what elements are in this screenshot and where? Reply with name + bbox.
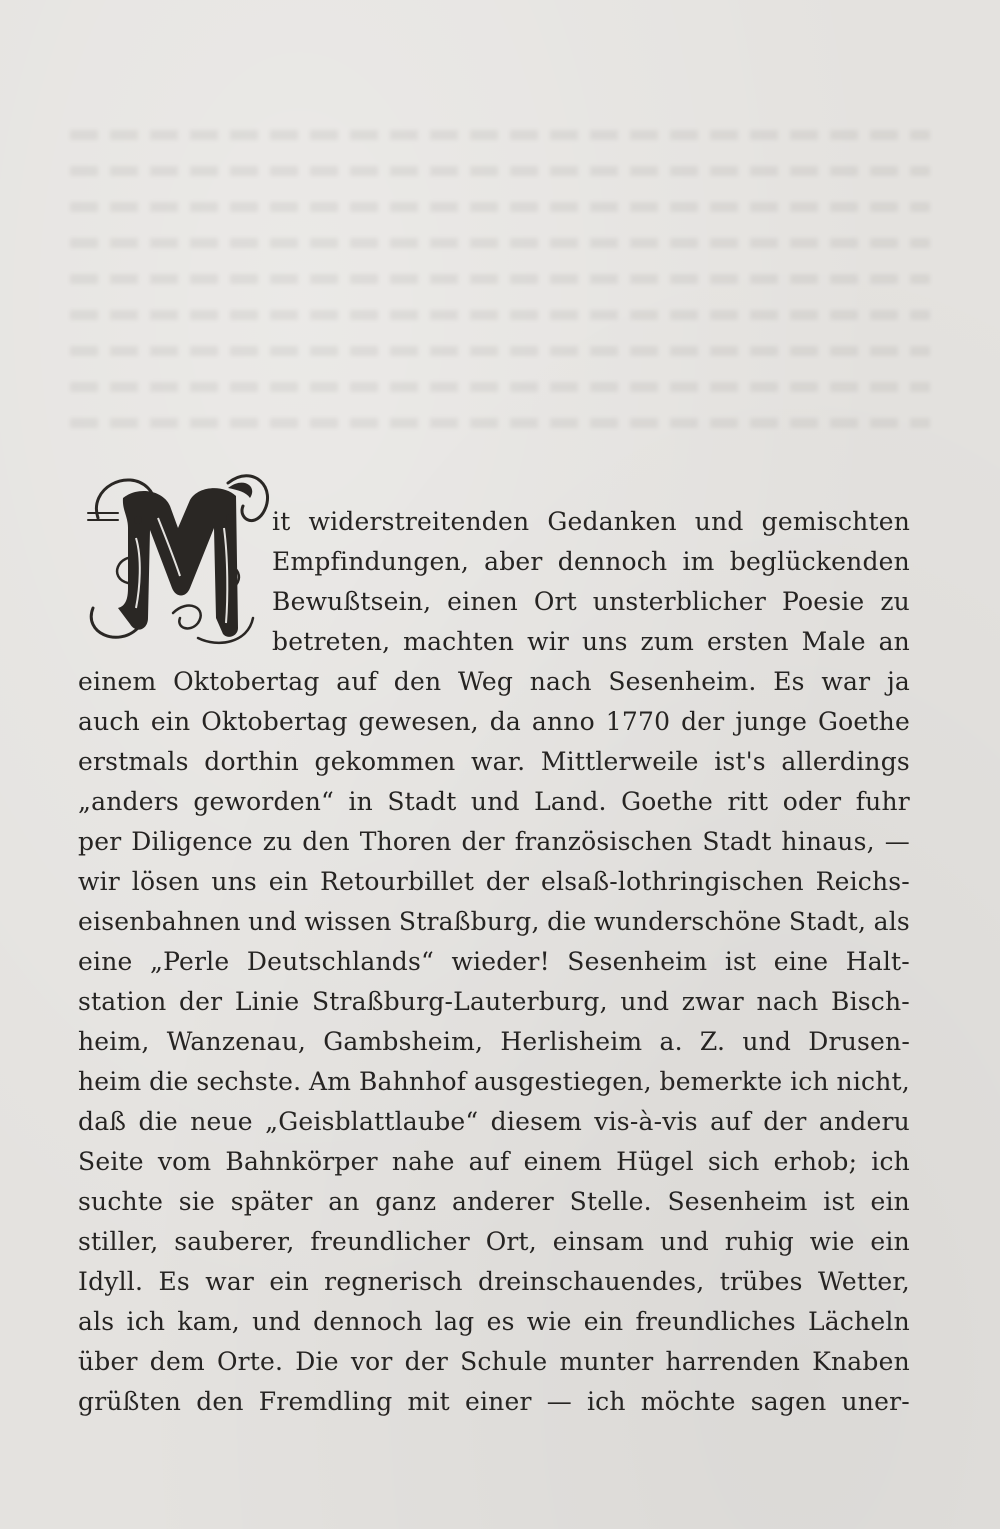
word: Bahnhof: [358, 1067, 467, 1096]
text-line: [272, 502, 910, 542]
word: der: [178, 987, 223, 1016]
word: stiller,: [78, 1227, 159, 1256]
word: allerdings: [781, 747, 910, 776]
word: dorthin: [204, 747, 299, 776]
word: betreten,: [272, 627, 391, 656]
word: die: [138, 1107, 178, 1136]
word: ich: [871, 1147, 910, 1176]
word: Drusen-: [808, 1027, 910, 1056]
word: ritt: [727, 787, 769, 816]
word: der: [763, 1107, 807, 1136]
word: Wetter,: [818, 1267, 910, 1296]
word: und: [694, 507, 744, 536]
word: sechste.: [196, 1067, 302, 1096]
word: Stadt,: [788, 907, 867, 936]
word: ich: [126, 1307, 166, 1336]
word: geworden“: [193, 787, 335, 816]
text-line: [78, 1022, 910, 1062]
text-line: [78, 1222, 910, 1262]
word: gewesen,: [358, 707, 479, 736]
word: anderer: [452, 1187, 554, 1216]
word: der: [485, 867, 530, 896]
word: Lächeln: [807, 1307, 910, 1336]
word: uner-: [841, 1387, 910, 1416]
word: Thoren: [359, 827, 452, 856]
word: mit: [407, 1387, 450, 1416]
text-line: [78, 1342, 910, 1382]
word: wunderschöne: [593, 907, 782, 936]
word: oder: [782, 787, 842, 816]
word: Fremdling: [258, 1387, 393, 1416]
word: im: [682, 547, 715, 576]
word: vor: [350, 1347, 393, 1376]
word: Bahnkörper: [225, 1147, 378, 1176]
text-line: [78, 782, 910, 822]
word: sie: [178, 1187, 216, 1216]
word: ausgestiegen,: [473, 1067, 652, 1096]
word: Sesenheim: [667, 1187, 808, 1216]
word: es: [486, 1307, 515, 1336]
word: Ort,: [485, 1227, 537, 1256]
word: erstmals: [78, 747, 189, 776]
word: wir: [78, 867, 120, 896]
word: und: [660, 1227, 709, 1256]
word: in: [348, 787, 373, 816]
word: ein: [583, 1307, 624, 1336]
word: eisenbahnen: [78, 907, 241, 936]
text-line: [78, 1262, 910, 1302]
word: wissen: [304, 907, 392, 936]
word: aber: [484, 547, 543, 576]
word: die: [547, 907, 587, 936]
word: dennoch: [557, 547, 668, 576]
word: als: [873, 907, 910, 936]
word: nahe: [391, 1147, 455, 1176]
word: französischen: [514, 827, 693, 856]
word: auf: [336, 667, 378, 696]
word: —: [884, 827, 910, 856]
word: Orte.: [216, 1347, 284, 1376]
word: nicht,: [836, 1067, 910, 1096]
text-line: [78, 702, 910, 742]
word: Z.: [699, 1027, 726, 1056]
word: ich: [790, 1067, 829, 1096]
word: daß: [78, 1107, 127, 1136]
word: gemischten: [761, 507, 910, 536]
word: zu: [262, 827, 293, 856]
word: wie: [526, 1307, 572, 1336]
word: junge: [735, 707, 808, 736]
word: eine: [78, 947, 133, 976]
word: ist: [823, 1187, 855, 1216]
word: und: [252, 1307, 301, 1336]
text-line: [272, 582, 910, 622]
word: trübes: [719, 1267, 803, 1296]
body-text: [78, 502, 910, 1422]
word: Es: [773, 667, 805, 696]
word: Oktobertag: [173, 667, 320, 696]
word: it: [272, 507, 291, 536]
text-line: [78, 1062, 910, 1102]
word: Stelle.: [569, 1187, 652, 1216]
word: möchte: [640, 1387, 736, 1416]
word: heim,: [78, 1027, 150, 1056]
word: Die: [295, 1347, 339, 1376]
word: diesem: [490, 1107, 582, 1136]
word: lag: [434, 1307, 475, 1336]
word: munter: [559, 1347, 654, 1376]
text-line: [78, 1382, 910, 1422]
word: Ort: [533, 587, 577, 616]
word: Schule: [460, 1347, 548, 1376]
word: einen: [447, 587, 518, 616]
word: uns: [581, 627, 628, 656]
word: sauberer,: [174, 1227, 295, 1256]
word: Goethe: [621, 787, 714, 816]
word: später: [230, 1187, 313, 1216]
word: uns: [211, 867, 257, 896]
word: der: [404, 1347, 448, 1376]
word: Knaben: [812, 1347, 910, 1376]
word: ein: [870, 1187, 910, 1216]
word: einsam: [552, 1227, 645, 1256]
word: Mittlerweile: [540, 747, 699, 776]
text-line: [272, 622, 910, 662]
word: ein: [268, 867, 309, 896]
text-line: [78, 1102, 910, 1142]
word: an: [878, 627, 910, 656]
word: beglückenden: [729, 547, 910, 576]
text-line: [78, 902, 910, 942]
word: einem: [523, 1147, 602, 1176]
word: der: [681, 707, 725, 736]
word: Weg: [457, 667, 514, 696]
word: Gambsheim,: [323, 1027, 484, 1056]
word: Straßburg-Lauterburg,: [311, 987, 608, 1016]
word: ich: [586, 1387, 626, 1416]
word: Es: [158, 1267, 190, 1296]
word: sagen: [750, 1387, 827, 1416]
word: ein: [269, 1267, 309, 1296]
word: lösen: [131, 867, 200, 896]
text-line: [78, 662, 910, 702]
word: ist: [724, 947, 757, 976]
word: anno: [531, 707, 595, 736]
word: neue: [190, 1107, 253, 1136]
word: zu: [880, 587, 910, 616]
word: dennoch: [313, 1307, 423, 1336]
word: wie: [809, 1227, 855, 1256]
word: Goethe: [818, 707, 910, 736]
word: und: [620, 987, 670, 1016]
text-line: [78, 1182, 910, 1222]
word: „Perle: [149, 947, 230, 976]
word: per: [78, 827, 122, 856]
word: freundlicher: [310, 1227, 470, 1256]
word: kam,: [177, 1307, 240, 1336]
word: nach: [756, 987, 819, 1016]
word: Wanzenau,: [166, 1027, 307, 1056]
word: ja: [886, 667, 910, 696]
word: unsterblicher: [592, 587, 767, 616]
word: sich: [707, 1147, 760, 1176]
text-line: [78, 742, 910, 782]
word: heim: [78, 1067, 142, 1096]
word: Bewußtsein,: [272, 587, 432, 616]
word: auf: [468, 1147, 510, 1176]
word: auf: [710, 1107, 751, 1136]
word: dem: [149, 1347, 205, 1376]
word: vom: [157, 1147, 212, 1176]
word: regnerisch: [324, 1267, 463, 1296]
word: Male: [801, 627, 866, 656]
word: fuhr: [855, 787, 910, 816]
word: als: [78, 1307, 115, 1336]
word: freundliches: [635, 1307, 796, 1336]
word: ersten: [706, 627, 789, 656]
word: suchte: [78, 1187, 164, 1216]
word: Am: [309, 1067, 352, 1096]
word: „Geisblattlaube“: [265, 1107, 479, 1136]
word: Halt-: [845, 947, 910, 976]
word: Reichs-: [815, 867, 910, 896]
word: wir: [527, 627, 570, 656]
word: „anders: [78, 787, 179, 816]
word: ein: [870, 1227, 910, 1256]
word: und: [470, 787, 520, 816]
word: Straßburg,: [398, 907, 540, 936]
text-line: [78, 822, 910, 862]
word: Hügel: [616, 1147, 694, 1176]
text-line: [78, 942, 910, 982]
word: ein: [150, 707, 191, 736]
word: einem: [78, 667, 157, 696]
word: vis-à-vis: [594, 1107, 698, 1136]
word: auch: [78, 707, 140, 736]
word: und: [248, 907, 297, 936]
word: Deutschlands“: [246, 947, 434, 976]
word: und: [742, 1027, 792, 1056]
word: Linie: [234, 987, 300, 1016]
word: ist's: [714, 747, 766, 776]
word: Retourbillet: [320, 867, 475, 896]
word: Diligence: [131, 827, 253, 856]
word: anderu: [818, 1107, 910, 1136]
word: hinaus,: [781, 827, 875, 856]
word: 1770: [605, 707, 671, 736]
word: an: [328, 1187, 360, 1216]
word: den: [196, 1387, 244, 1416]
word: den: [302, 827, 350, 856]
word: Sesenheim: [567, 947, 708, 976]
word: zwar: [681, 987, 744, 1016]
word: zum: [640, 627, 695, 656]
word: dreinschauendes,: [478, 1267, 705, 1296]
word: war.: [470, 747, 526, 776]
word: da: [489, 707, 522, 736]
word: Seite: [78, 1147, 144, 1176]
text-line: [78, 1302, 910, 1342]
word: Empfindungen,: [272, 547, 469, 576]
word: einer: [464, 1387, 532, 1416]
word: war: [205, 1267, 255, 1296]
word: Poesie: [781, 587, 865, 616]
word: a.: [659, 1027, 683, 1056]
word: den: [393, 667, 442, 696]
word: ganz: [375, 1187, 437, 1216]
word: Bisch-: [831, 987, 910, 1016]
text-line: [78, 982, 910, 1022]
word: nach: [529, 667, 592, 696]
word: Sesenheim.: [608, 667, 757, 696]
word: gekommen: [314, 747, 456, 776]
word: erhob;: [773, 1147, 858, 1176]
word: station: [78, 987, 167, 1016]
word: bemerkte: [659, 1067, 783, 1096]
word: grüßten: [78, 1387, 182, 1416]
word: Oktobertag: [201, 707, 348, 736]
word: harrenden: [665, 1347, 801, 1376]
word: elsaß-lothringischen: [541, 867, 804, 896]
word: Idyll.: [78, 1267, 144, 1296]
word: machten: [403, 627, 515, 656]
text-line: [78, 862, 910, 902]
word: widerstreitenden: [308, 507, 530, 536]
word: eine: [773, 947, 829, 976]
word: über: [78, 1347, 138, 1376]
word: Stadt: [702, 827, 772, 856]
word: Land.: [534, 787, 607, 816]
word: —: [546, 1387, 572, 1416]
word: Herlisheim: [500, 1027, 643, 1056]
word: der: [461, 827, 505, 856]
text-line: [78, 1142, 910, 1182]
word: ruhig: [724, 1227, 794, 1256]
show-through-text: [70, 130, 930, 460]
word: Gedanken: [547, 507, 677, 536]
word: wieder!: [451, 947, 550, 976]
word: war: [821, 667, 871, 696]
word: die: [149, 1067, 189, 1096]
text-line: [272, 542, 910, 582]
word: Stadt: [387, 787, 457, 816]
